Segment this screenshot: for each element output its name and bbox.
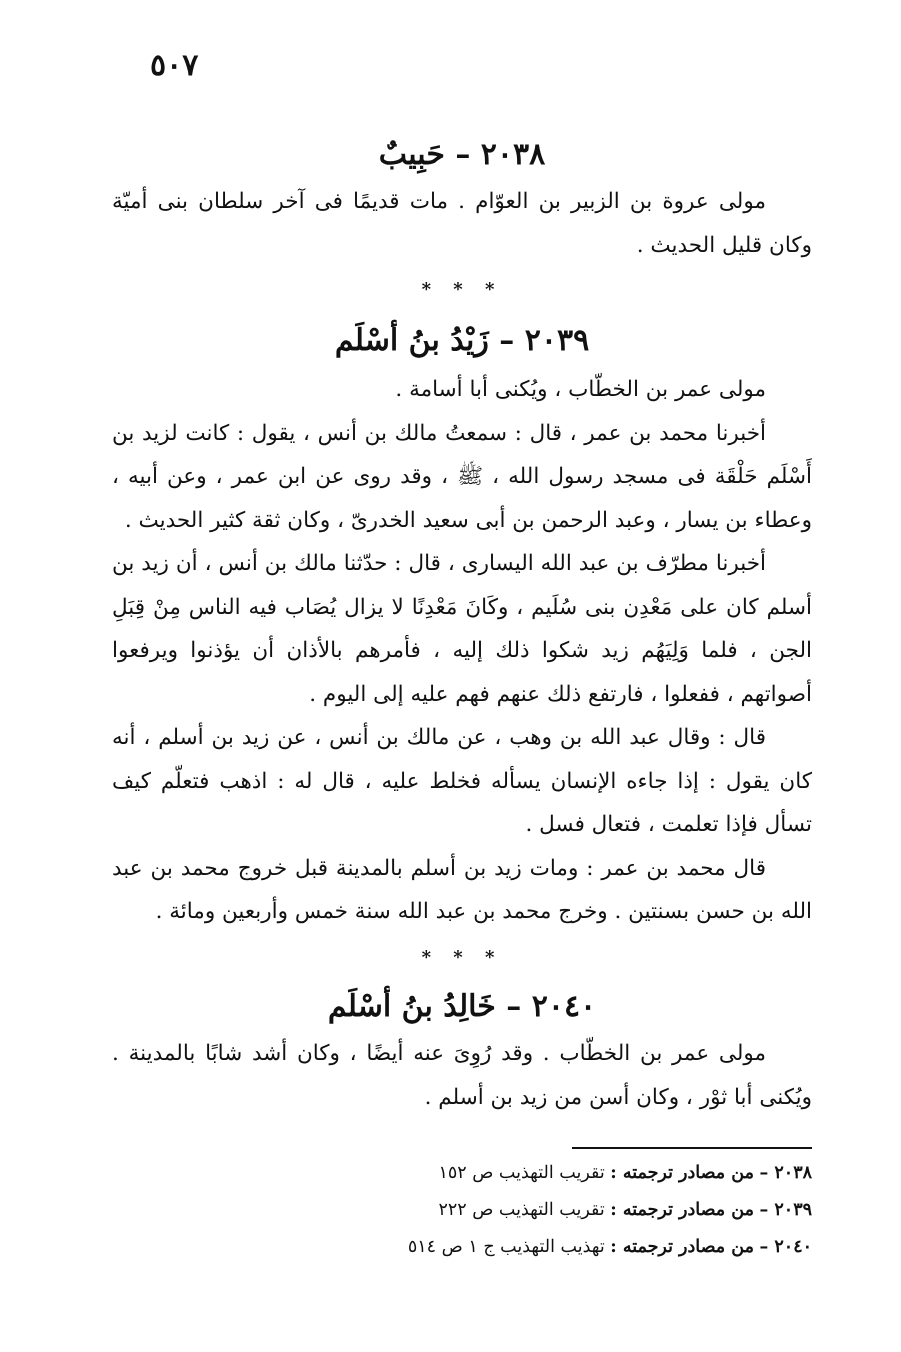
footnote	[112, 1155, 812, 1192]
page-number: ٥٠٧	[150, 48, 199, 83]
footnote-text: تقريب التهذيب ص ١٥٢	[438, 1163, 605, 1183]
section-separator: * * *	[421, 279, 503, 300]
entry-2040	[112, 984, 812, 1119]
entry-title: ٢٠٣٨ – حَبِيبٌ	[378, 137, 546, 172]
entry-title: ٢٠٣٩ – زَيْدُ بنُ أسْلَم	[334, 323, 590, 358]
footnote-label: من مصادر ترجمته :	[610, 1200, 754, 1220]
footnote-text: تقريب التهذيب ص ٢٢٢	[438, 1200, 605, 1220]
footnote	[112, 1229, 812, 1266]
section-separator: * * *	[421, 947, 503, 968]
footnote-number: ٢٠٣٨ –	[759, 1163, 812, 1183]
entry-paragraph: قال محمد بن عمر : ومات زيد بن أسلم بالمدينة قبل خروج محمد بن عبد الله بن حسن بسنتين . وخرج محمد بن عبد الله سنة خمس وأربعين ومائة .	[112, 855, 812, 924]
footnote-number: ٢٠٣٩ –	[759, 1200, 812, 1220]
entry-2038	[112, 132, 812, 267]
footnote-number: ٢٠٤٠ –	[759, 1237, 812, 1257]
entry-2039	[112, 318, 812, 934]
entry-paragraph: مولى عمر بن الخطّاب ، ويُكنى أبا أسامة .	[395, 377, 766, 402]
footnotes	[112, 1155, 812, 1266]
footnote-text: تهذيب التهذيب ج ١ ص ٥١٤	[407, 1237, 605, 1257]
entry-paragraph: أخبرنا مطرّف بن عبد الله اليسارى ، قال : حدّثنا مالك بن أنس ، أن زيد بن أسلم كان على مَعْدِن بنى سُلَيم ، وكَانَ مَعْدِنًا لا يزال يُصَاب فيه الناس مِنْ قِبَلِ الجن ، فلما وَلِيَهُم زيد شكوا ذلك إليه ، فأمرهم بالأذان أن يؤذنوا ويرفعوا أصواتهم ، ففعلوا ، فارتفع ذلك عنهم فهم عليه إلى اليوم .	[112, 551, 812, 707]
footnote	[112, 1192, 812, 1229]
entry-paragraph: قال : وقال عبد الله بن وهب ، عن مالك بن أنس ، عن زيد بن أسلم ، أنه كان يقول : إذا جاءه الإنسان يسأله فخلط عليه ، قال له : اذهب فتعلّم كيف تسأل فإذا تعلمت ، فتعال فسل .	[112, 725, 812, 837]
footnote-label: من مصادر ترجمته :	[610, 1163, 754, 1183]
entry-title: ٢٠٤٠ – خَالِدُ بنُ أسْلَم	[327, 989, 597, 1024]
footnote-label: من مصادر ترجمته :	[610, 1237, 754, 1257]
entry-paragraph: أخبرنا محمد بن عمر ، قال : سمعتُ مالك بن أنس ، يقول : كانت لزيد بن أَسْلَم حَلْقَة فى مسجد رسول الله ، ﷺ ، وقد روى عن ابن عمر ، وعن أبيه ، وعطاء بن يسار ، وعبد الرحمن بن أبى سعيد الخدرىّ ، وكان ثقة كثير الحديث .	[112, 420, 812, 533]
entry-paragraph: مولى عروة بن الزبير بن العوّام . مات قديمًا فى آخر سلطان بنى أميّة وكان قليل الحديث .	[112, 189, 812, 258]
entry-paragraph: مولى عمر بن الخطّاب . وقد رُوِىَ عنه أيضًا ، وكان أشد شابًا بالمدينة . ويُكنى أبا ثوْر ، وكان أسن من زيد بن أسلم .	[112, 1041, 812, 1110]
footnote-divider	[572, 1147, 812, 1149]
